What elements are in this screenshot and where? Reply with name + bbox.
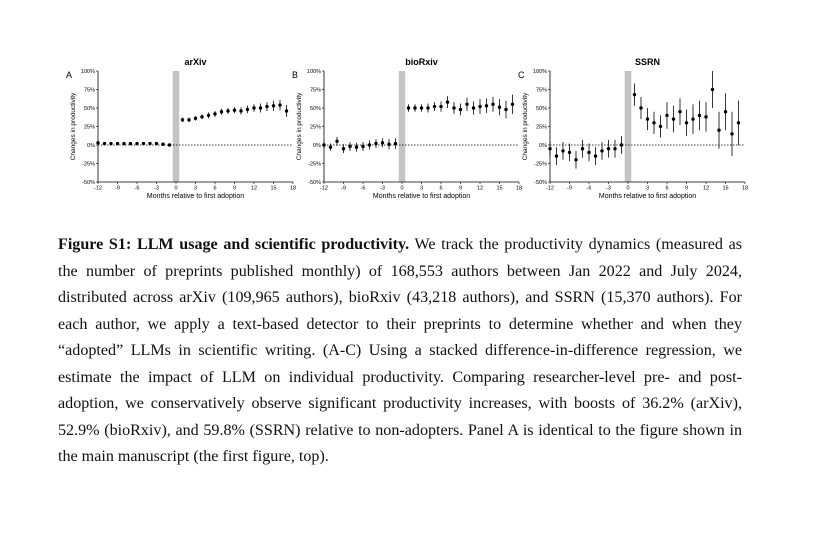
adoption-band [399, 71, 406, 182]
data-point [472, 106, 475, 109]
data-point [633, 93, 636, 96]
data-point [233, 109, 236, 112]
y-tick-label: 50% [535, 106, 547, 112]
x-tick-label: 9 [458, 185, 463, 192]
data-point [322, 143, 325, 146]
data-point [698, 114, 701, 117]
data-point [548, 147, 551, 150]
x-tick-label: 0 [626, 185, 630, 192]
x-tick-label: -6 [586, 185, 592, 192]
data-point [181, 118, 184, 121]
data-point [568, 151, 571, 154]
data-point [678, 110, 681, 113]
figure-caption: Figure S1: LLM usage and scientific productivity. We track the productivity dynamics (measured as the number of preprints published monthly) of 168,553 authors between Jan 2022 and July 2024, distributed across arXiv (109,965 authors), bioRxiv (43,218 authors), and SSRN (15,370 authors). For each author, we apply a text-based detector to their preprints to determine whether and when they “adopted” LLMs in scientific writing. (A-C) Using a stacked difference-in-difference regression, we estimate the impact of LLM on individual productivity. Comparing researcher-level pre- and post-adoption, we conservatively observe significant productivity increases, with boosts of 36.2% (arXiv), 52.9% (bioRxiv), and 59.8% (SSRN) relative to non-adopters. Panel A is identical to the figure shown in the main manuscript (the first figure, top). [58, 236, 742, 465]
data-point [142, 142, 145, 145]
x-axis-label: Months relative to first adoption [372, 193, 471, 200]
data-point [478, 105, 481, 108]
chart-b [284, 52, 524, 202]
data-point [278, 103, 281, 106]
data-point [685, 121, 688, 124]
data-point [342, 147, 345, 150]
x-tick-label: -9 [567, 185, 572, 192]
x-tick-label: 18 [289, 185, 297, 192]
data-point [594, 154, 597, 157]
panel-letter: A [66, 70, 73, 80]
data-point [717, 129, 720, 132]
caption-title: LLM usage and scientific productivity. [136, 236, 410, 253]
data-point [200, 115, 203, 118]
x-tick-label: 12 [250, 185, 258, 192]
x-tick-label: 18 [515, 185, 523, 192]
data-point [646, 117, 649, 120]
data-point [600, 149, 603, 152]
chart-title: bioRxiv [405, 57, 438, 67]
data-point [426, 106, 429, 109]
x-tick-label: -6 [134, 185, 140, 192]
data-point [620, 143, 623, 146]
data-point [607, 147, 610, 150]
data-point [659, 125, 662, 128]
panel-letter: C [518, 70, 525, 80]
data-point [639, 106, 642, 109]
x-axis-label: Months relative to first adoption [146, 193, 245, 200]
y-axis-label: Changes in productivity [296, 92, 303, 161]
data-point [652, 121, 655, 124]
x-tick-label: -12 [94, 185, 102, 192]
data-point [194, 117, 197, 120]
data-point [329, 146, 332, 149]
data-point [207, 114, 210, 117]
data-point [574, 158, 577, 161]
chart-title: SSRN [634, 57, 661, 67]
data-point [452, 106, 455, 109]
x-tick-label: 15 [270, 185, 277, 192]
data-point [498, 106, 501, 109]
y-tick-label: 75% [309, 87, 321, 94]
x-tick-label: -9 [341, 185, 346, 192]
x-tick-label: 3 [419, 185, 424, 192]
data-point [129, 142, 132, 145]
data-point [730, 132, 733, 135]
y-tick-label: -50% [534, 180, 547, 186]
x-tick-label: 3 [645, 185, 650, 192]
data-point [187, 118, 190, 121]
x-tick-label: 9 [684, 185, 689, 192]
y-tick-label: -50% [82, 180, 95, 186]
chart-title: arXiv [184, 57, 207, 67]
x-tick-label: 6 [213, 185, 217, 192]
x-tick-label: 3 [193, 185, 198, 192]
x-tick-label: 18 [741, 185, 749, 192]
x-tick-label: 6 [665, 185, 669, 192]
x-tick-label: 6 [439, 185, 443, 192]
y-tick-label: 100% [532, 69, 547, 75]
y-tick-label: 50% [83, 106, 95, 112]
x-tick-label: 0 [400, 185, 404, 192]
data-point [168, 143, 171, 146]
x-tick-label: -12 [546, 185, 554, 192]
x-tick-label: -3 [380, 185, 385, 192]
data-point [613, 147, 616, 150]
data-point [116, 142, 119, 145]
panel-b [284, 52, 524, 202]
x-tick-label: -3 [606, 185, 611, 192]
y-tick-label: 100% [306, 69, 321, 75]
x-tick-label: 9 [232, 185, 237, 192]
data-point [407, 106, 410, 109]
data-point [387, 143, 390, 146]
y-tick-label: -50% [308, 180, 321, 186]
x-tick-label: 12 [476, 185, 484, 192]
data-point [246, 108, 249, 111]
data-point [252, 106, 255, 109]
x-tick-label: 0 [174, 185, 178, 192]
chart-c [510, 52, 750, 202]
data-point [259, 106, 262, 109]
data-point [355, 146, 358, 149]
adoption-band [173, 71, 180, 182]
data-point [103, 142, 106, 145]
data-point [109, 142, 112, 145]
x-tick-label: 15 [496, 185, 503, 192]
data-point [439, 105, 442, 108]
y-tick-label: 0% [539, 143, 547, 149]
y-tick-label: -25% [308, 161, 321, 168]
data-point [704, 115, 707, 118]
data-point [587, 151, 590, 154]
y-axis-label: Changes in productivity [70, 92, 77, 161]
data-point [561, 149, 564, 152]
data-point [220, 110, 223, 113]
y-axis-label: Changes in productivity [522, 92, 529, 161]
caption-label: Figure S1 [58, 236, 126, 253]
data-point [737, 121, 740, 124]
y-tick-label: 25% [535, 124, 547, 131]
data-point [665, 114, 668, 117]
data-point [420, 106, 423, 109]
y-tick-label: 75% [83, 87, 95, 94]
data-point [394, 142, 397, 145]
y-tick-label: 0% [313, 143, 321, 149]
data-point [348, 145, 351, 148]
data-point [555, 154, 558, 157]
data-point [272, 104, 275, 107]
data-point [368, 143, 371, 146]
data-point [361, 145, 364, 148]
data-point [226, 109, 229, 112]
data-point [491, 103, 494, 106]
y-tick-label: 25% [309, 124, 321, 131]
adoption-band [625, 71, 632, 182]
data-point [485, 104, 488, 107]
data-point [135, 142, 138, 145]
y-tick-label: 100% [80, 69, 95, 75]
data-point [672, 117, 675, 120]
data-point [335, 140, 338, 143]
y-tick-label: 0% [87, 143, 95, 149]
y-tick-label: 25% [83, 124, 95, 131]
x-tick-label: 12 [702, 185, 710, 192]
x-tick-label: -3 [154, 185, 159, 192]
data-point [413, 106, 416, 109]
data-point [265, 105, 268, 108]
y-tick-label: -25% [534, 161, 547, 168]
panel-letter: B [292, 70, 299, 80]
data-point [148, 142, 151, 145]
data-point [374, 142, 377, 145]
data-point [213, 112, 216, 115]
caption-body: We track the productivity dynamics (measured as the number of preprints published monthly) of 168,553 authors between Jan 2022 and July 2024, distributed across arXiv (109,965 authors), bioRxiv (43,218 authors), and SSRN (15,370 authors). For each author, we apply a text-based detector to their preprints to determine whether and when they “adopted” LLMs in scientific writing. (A-C) Using a stacked difference-in-difference regression, we estimate the impact of LLM on individual productivity. Comparing researcher-level pre- and post-adoption, we conservatively observe significant productivity increases, with boosts of 36.2% (arXiv), 52.9% (bioRxiv), and 59.8% (SSRN) relative to non-adopters. Panel A is identical to the figure shown in the main manuscript (the first figure, top). [58, 236, 742, 465]
y-tick-label: 50% [309, 106, 321, 112]
data-point [691, 117, 694, 120]
data-point [724, 110, 727, 113]
panel-a [58, 52, 298, 202]
x-tick-label: -9 [115, 185, 120, 192]
x-tick-label: -6 [360, 185, 366, 192]
panel-c [510, 52, 750, 202]
data-point [711, 88, 714, 91]
x-axis-label: Months relative to first adoption [598, 193, 697, 200]
x-tick-label: 15 [722, 185, 729, 192]
data-point [155, 142, 158, 145]
chart-a [58, 52, 298, 202]
data-point [433, 105, 436, 108]
data-point [465, 103, 468, 106]
data-point [239, 109, 242, 112]
data-point [581, 147, 584, 150]
data-point [96, 141, 99, 144]
data-point [122, 142, 125, 145]
data-point [446, 100, 449, 103]
x-tick-label: -12 [320, 185, 328, 192]
y-tick-label: 75% [535, 87, 547, 94]
data-point [381, 141, 384, 144]
y-tick-label: -25% [82, 161, 95, 168]
data-point [161, 143, 164, 146]
data-point [504, 108, 507, 111]
data-point [459, 108, 462, 111]
